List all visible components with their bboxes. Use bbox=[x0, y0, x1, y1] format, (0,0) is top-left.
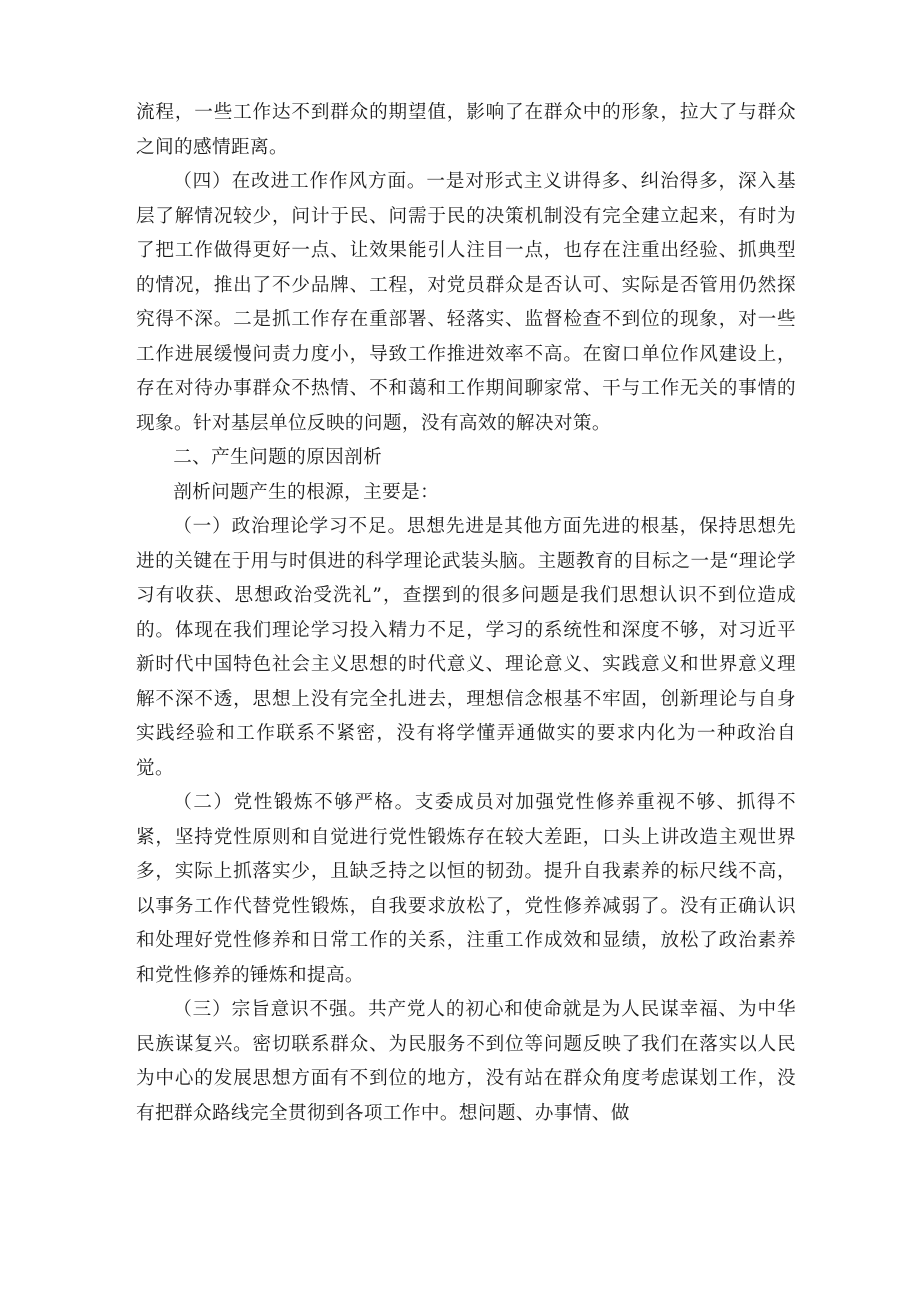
paragraph-theory-study: （一）政治理论学习不足。思想先进是其他方面先进的根基，保持思想先进的关键在于用与时俱进的科学理论武装头脑。主题教育的目标之一是“理论学习有收获、思想政治受洗礼”，查摆到的很多问题是我们思想认识不到位造成的。体现在我们理论学习投入精力不足，学习的系统性和深度不够，对习近平新时代中国特色社会主义思想的时代意义、理论意义、实践意义和世界意义理解不深不透，思想上没有完全扎进去，理想信念根基不牢固，创新理论与自身实践经验和工作联系不紧密，没有将学懂弄通做实的要求内化为一种政治自觉。 bbox=[136, 516, 796, 779]
paragraph-work-style: （四）在改进工作作风方面。一是对形式主义讲得多、纠治得多，深入基层了解情况较少，问计于民、问需于民的决策机制没有完全建立起来，有时为了把工作做得更好一点、让效果能引人注目一点，也存在注重出经验、抓典型的情况，推出了不少品牌、工程，对党员群众是否认可、实际是否管用仍然探究得不深。二是抓工作存在重部署、轻落实、监督检查不到位的现象，对一些工作进展缓慢问责力度小，导致工作推进效率不高。在窗口单位作风建设上，存在对待办事群众不热情、不和蔼和工作期间聊家常、干与工作无关的事情的现象。针对基层单位反映的问题，没有高效的解决对策。 bbox=[136, 171, 796, 434]
paragraph-continuation: 流程，一些工作达不到群众的期望值，影响了在群众中的形象，拉大了与群众之间的感情距离。 bbox=[136, 102, 796, 158]
paragraph-purpose-awareness: （三）宗旨意识不强。共产党人的初心和使命就是为人民谋幸福、为中华民族谋复兴。密切联系群众、为民服务不到位等问题反映了我们在落实以人民为中心的发展思想方面有不到位的地方，没有站在群众角度考虑谋划工作，没有把群众路线完全贯彻到各项工作中。想问题、办事情、做 bbox=[136, 999, 796, 1124]
section-heading-causes: 二、产生问题的原因剖析 bbox=[173, 447, 383, 468]
document-body bbox=[136, 96, 796, 1131]
paragraph-root-intro: 剖析问题产生的根源，主要是： bbox=[173, 481, 440, 503]
paragraph-party-spirit: （二）党性锻炼不够严格。支委成员对加强党性修养重视不够、抓得不紧，坚持党性原则和自觉进行党性锻炼存在较大差距，口头上讲改造主观世界多，实际上抓落实少，且缺乏持之以恒的韧劲。提升自我素养的标尺线不高，以事务工作代替党性锻炼，自我要求放松了，党性修养减弱了。没有正确认识和处理好党性修养和日常工作的关系，注重工作成效和显绩，放松了政治素养和党性修养的锤炼和提高。 bbox=[136, 792, 796, 986]
